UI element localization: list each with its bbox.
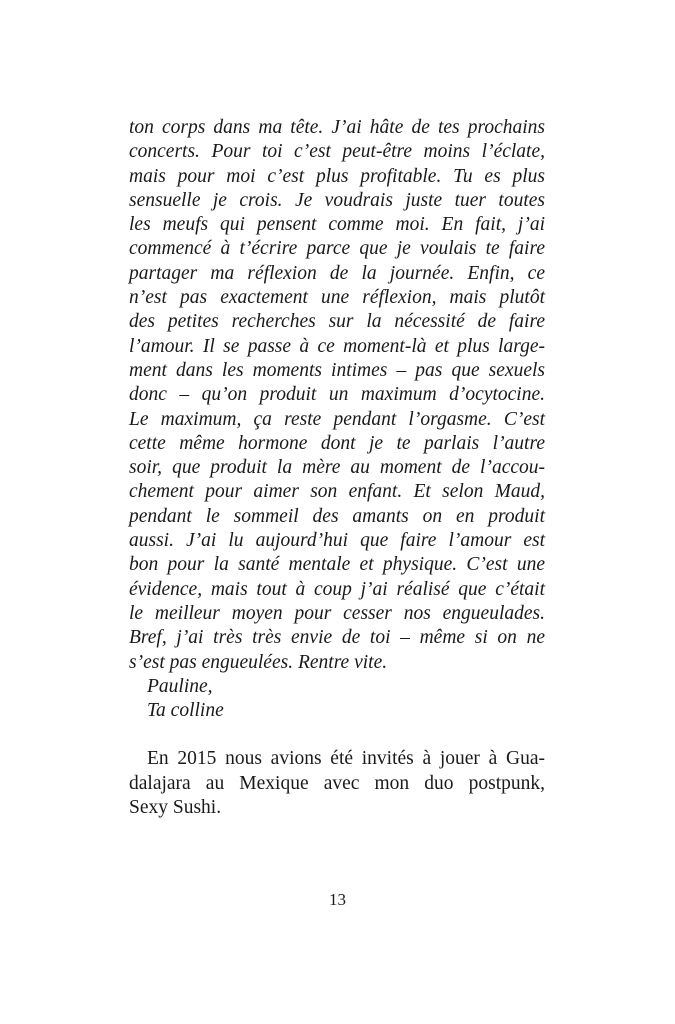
letter-line: commencé à t’écrire parce que je voulais te faire — [129, 238, 545, 260]
letter-line: pendant le sommeil des amants on en produit — [129, 505, 545, 527]
letter-line: concerts. Pour toi c’est peut-être moins l’éclate, — [129, 141, 545, 163]
signature-name: Pauline, — [147, 675, 213, 697]
letter-line: soir, que produit la mère au moment de l’accou- — [129, 457, 545, 479]
letter-line: bon pour la santé mentale et physique. C’est une — [129, 554, 545, 576]
letter-line: des petites recherches sur la nécessité de faire — [129, 311, 545, 333]
letter-line: mais pour moi c’est plus profitable. Tu es plus — [129, 165, 545, 187]
letter-line: Le maximum, ça reste pendant l’orgasme. C’est — [129, 408, 545, 430]
letter-line: évidence, mais tout à coup j’ai réalisé que c’était — [129, 578, 545, 600]
letter-line: partager ma réflexion de la journée. Enfin, ce — [129, 262, 545, 284]
paragraph-gap — [129, 723, 545, 747]
letter-line: cette même hormone dont je te parlais l’autre — [129, 432, 545, 454]
letter-line: aussi. J’ai lu aujourd’hui que faire l’amour est — [129, 530, 545, 552]
page-number: 13 — [329, 890, 346, 909]
letter-line: chement pour aimer son enfant. Et selon Maud, — [129, 481, 545, 503]
narrative-line: dalajara au Mexique avec mon duo postpunk, — [129, 772, 545, 794]
letter-line: ton corps dans ma tête. J’ai hâte de tes prochains — [129, 117, 545, 138]
letter-text — [129, 116, 545, 723]
narrative-paragraph — [129, 747, 545, 820]
narrative-line-last: Sexy Sushi. — [129, 797, 222, 819]
letter-line: n’est pas exactement une réflexion, mais plutôt — [129, 287, 545, 309]
letter-line-last: s’est pas engueulées. Rentre vite. — [129, 651, 388, 673]
letter-line: l’amour. Il se passe à ce moment-là et plus large- — [129, 335, 545, 357]
letter-line: ment dans les moments intimes – pas que sexuels — [129, 359, 545, 381]
signature-closing: Ta colline — [147, 700, 224, 722]
letter-line: le meilleur moyen pour cesser nos engueulades. — [129, 602, 545, 624]
letter-line: donc – qu’on produit un maximum d’ocytocine. — [129, 384, 545, 406]
letter-line: Bref, j’ai très très envie de toi – même si on ne — [129, 627, 545, 649]
narrative-line: En 2015 nous avions été invités à jouer à Gua- — [147, 748, 545, 770]
letter-line: sensuelle je crois. Je voudrais juste tuer toutes — [129, 189, 545, 211]
letter-line: les meufs qui pensent comme moi. En fait, j’ai — [129, 214, 545, 236]
page-body — [129, 116, 545, 820]
